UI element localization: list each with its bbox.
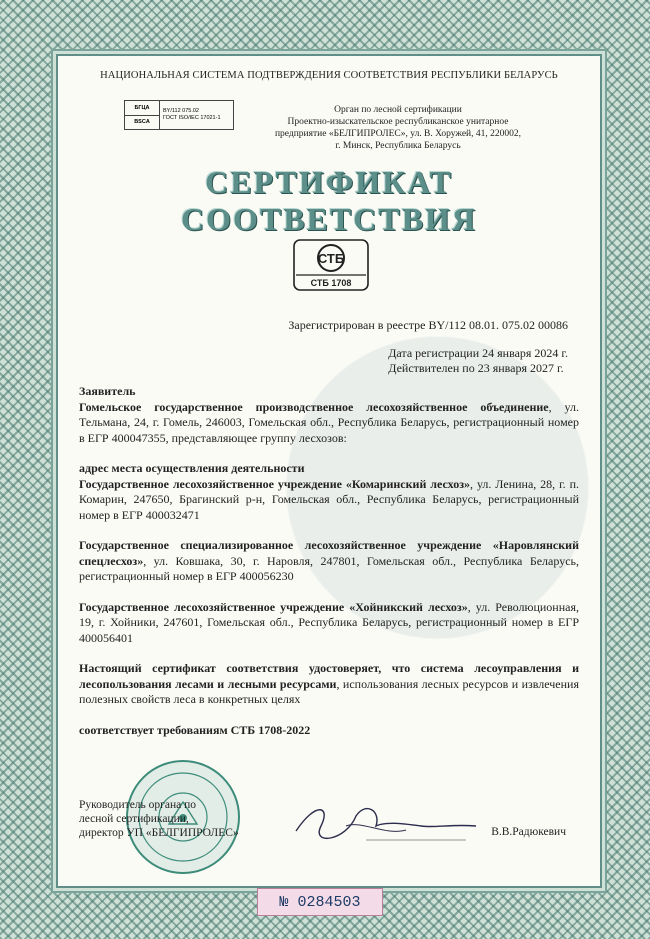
stb-label: СТБ 1708 [310,278,352,288]
certificate-body [56,54,602,888]
certificate-dates [388,346,568,376]
accreditation-top: БГЦА [125,101,159,116]
signer-name: В.В.Радюкевич [491,826,566,838]
stb-symbol: СТБ [317,251,345,266]
signatory-title [79,798,239,840]
stb-conformity-mark [292,238,370,292]
sites-heading: адрес места осуществления деятельности [79,461,305,475]
certifies-block [79,661,579,708]
accreditation-bottom: BSCA [134,119,150,126]
organ-line1: Орган по лесной сертификации [334,105,462,115]
certification-body [238,104,558,152]
signatory-line3: директор УП «БЕЛГИПРОЛЕС» [79,827,239,839]
site-block-3 [79,600,579,647]
certifies-rest: , использования лесных ресурсов и извлечения полезных свойств леса в конкретных целях [79,676,579,706]
certificate-number: № 0284503 [257,888,383,916]
accreditation-code: BY/112 075.02 [163,108,199,114]
accreditation-mark [124,100,234,130]
applicant-block [79,384,579,446]
site-name: Государственное лесохозяйственное учреждение «Комаринский лесхоз» [79,476,471,491]
organ-line4: г. Минск, Республика Беларусь [335,141,461,151]
site-block-2 [79,538,579,585]
signatory-line2: лесной сертификации, [79,813,189,825]
site-details: , ул. Революционная, 19, г. Хойники, 247601, Гомельская обл., Республика Беларусь, регистрационный номер в ЕГР 400056401 [79,599,579,645]
certificate-text [79,384,579,753]
national-system-header: НАЦИОНАЛЬНАЯ СИСТЕМА ПОДТВЕРЖДЕНИЯ СООТВЕТСТВИЯ РЕСПУБЛИКИ БЕЛАРУСЬ [100,70,558,81]
site-name: Государственное лесохозяйственное учреждение «Хойникский лесхоз» [79,599,468,614]
site-block-1 [79,461,579,523]
conformity-statement: соответствует требованиям СТБ 1708-2022 [79,722,311,737]
site-details: , ул. Ковшака, 30, г. Наровля, 247801, Гомельская обл., Республика Беларусь, регистрационный номер в ЕГР 400056230 [79,553,579,583]
site-name: Государственное специализированное лесохозяйственное учреждение «Наровлянский спецлесхоз» [79,538,579,568]
signatory-line1: Руководитель органа по [79,799,197,811]
registry-number: Зарегистрирован в реестре BY/112 08.01. 075.02 00086 [288,318,568,332]
handwritten-signature [286,796,486,846]
organ-line2: Проектно-изыскательское республиканское унитарное [287,117,509,127]
accreditation-standard: ГОСТ ISO/IEC 17021-1 [163,115,221,121]
certificate-title: СЕРТИФИКАТ СООТВЕТСТВИЯ [180,164,478,237]
conformity-block [79,723,579,739]
valid-until-date: Действителен по 23 января 2027 г. [388,361,564,375]
site-details: , ул. Ленина, 28, г. п. Комарин, 247650, Брагинский р-н, Гомельская обл., Республика Беларусь, регистрационный номер в ЕГР 400032471 [79,476,579,522]
applicant-details: , ул. Тельмана, 24, г. Гомель, 246003, Гомельская обл., Республика Беларусь, регистрационный номер в ЕГР 400047355, представляющее группу лесхозов: [79,399,579,445]
applicant-name: Гомельское государственное производственное лесохозяйственное объединение [79,399,549,414]
applicant-heading: Заявитель [79,384,136,398]
certifies-bold: Настоящий сертификат соответствия удостоверяет, что система лесоуправления и лесопользования лесами и лесными ресурсами [79,661,579,691]
organ-line3: предприятие «БЕЛГИПРОЛЕС», ул. В. Хоружей, 41, 220002, [274,129,522,139]
registration-date: Дата регистрации 24 января 2024 г. [388,346,568,360]
